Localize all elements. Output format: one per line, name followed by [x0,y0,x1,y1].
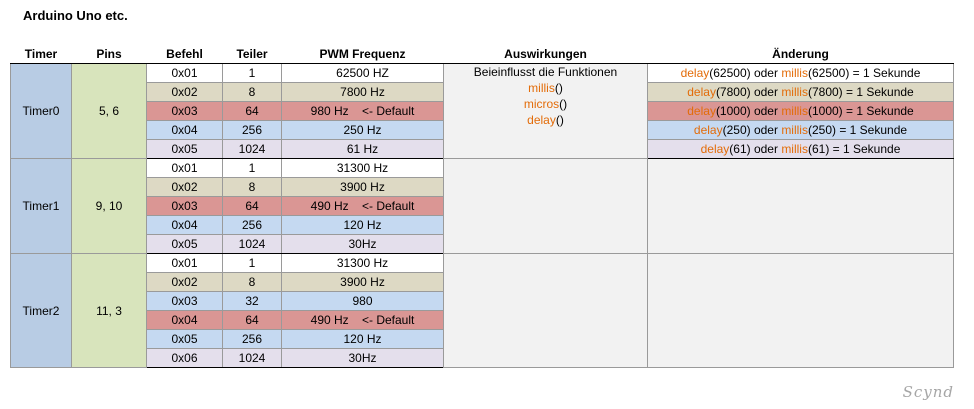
freq-cell: 3900 Hz [282,273,444,292]
function-name: delay [687,104,716,118]
freq-cell: 250 Hz [282,121,444,140]
teiler-cell: 256 [223,330,282,349]
change-text: (250) = 1 Sekunde [807,123,908,137]
table-row [11,254,954,273]
function-name: millis [781,123,808,137]
teiler-cell: 1 [223,64,282,83]
page-title: Arduino Uno etc. [23,8,128,23]
change-text: (1000) oder [715,104,782,118]
effects-cell [444,254,648,368]
befehl-cell: 0x02 [147,178,223,197]
befehl-cell: 0x01 [147,254,223,273]
teiler-cell: 1 [223,254,282,273]
teiler-cell: 256 [223,216,282,235]
freq-cell: 31300 Hz [282,254,444,273]
befehl-cell: 0x03 [147,197,223,216]
freq-cell: 120 Hz [282,216,444,235]
change-cell-empty [648,254,954,368]
teiler-cell: 8 [223,178,282,197]
timer-cell: Timer0 [11,64,72,159]
change-text: (61) = 1 Sekunde [807,142,901,156]
freq-cell: 980 [282,292,444,311]
change-text: (61) oder [729,142,782,156]
teiler-cell: 32 [223,292,282,311]
freq-cell: 30Hz [282,235,444,254]
author-signature: Scynd [902,383,954,401]
teiler-cell: 1024 [223,349,282,368]
function-name: millis [781,85,808,99]
teiler-cell: 8 [223,83,282,102]
header-aenderung: Änderung [648,45,954,64]
freq-cell: 3900 Hz [282,178,444,197]
function-name: delay [687,85,716,99]
header-row [11,45,954,64]
pins-cell: 9, 10 [72,159,147,254]
header-pins: Pins [72,45,147,64]
function-name: delay [527,113,556,127]
function-name: micros [523,97,560,111]
function-parens: () [555,113,564,127]
freq-cell: 30Hz [282,349,444,368]
befehl-cell: 0x02 [147,83,223,102]
befehl-cell: 0x02 [147,273,223,292]
function-parens: () [554,81,563,95]
teiler-cell: 8 [223,273,282,292]
function-name: millis [781,66,808,80]
freq-cell: 31300 Hz [282,159,444,178]
function-name: millis [528,81,555,95]
change-cell [648,83,954,102]
change-text: (1000) = 1 Sekunde [807,104,914,118]
function-name: delay [680,66,710,80]
befehl-cell: 0x03 [147,292,223,311]
effects-description: Beieinflusst die Funktionen [473,65,618,79]
header-auswirkungen: Auswirkungen [444,45,648,64]
function-name: millis [781,142,808,156]
befehl-cell: 0x04 [147,121,223,140]
freq-cell: 62500 HZ [282,64,444,83]
befehl-cell: 0x04 [147,216,223,235]
change-cell [648,64,954,83]
teiler-cell: 1024 [223,140,282,159]
freq-cell: 120 Hz [282,330,444,349]
change-cell [648,102,954,121]
timer-cell: Timer2 [11,254,72,368]
teiler-cell: 64 [223,311,282,330]
header-teiler: Teiler [223,45,282,64]
change-cell [648,121,954,140]
pins-cell: 5, 6 [72,64,147,159]
function-name: delay [700,142,730,156]
timer-table-container [10,45,954,368]
befehl-cell: 0x01 [147,64,223,83]
teiler-cell: 256 [223,121,282,140]
change-cell [648,140,954,159]
befehl-cell: 0x05 [147,330,223,349]
teiler-cell: 1 [223,159,282,178]
befehl-cell: 0x04 [147,311,223,330]
function-name: delay [693,123,723,137]
effects-cell [444,64,648,159]
affected-function [444,80,647,96]
freq-cell: 61 Hz [282,140,444,159]
effects-cell [444,159,648,254]
timer-cell: Timer1 [11,159,72,254]
freq-cell: 7800 Hz [282,83,444,102]
header-timer: Timer [11,45,72,64]
freq-cell: 490 Hz <- Default [282,311,444,330]
befehl-cell: 0x06 [147,349,223,368]
pins-cell: 11, 3 [72,254,147,368]
change-text: (62500) = 1 Sekunde [807,66,921,80]
teiler-cell: 64 [223,102,282,121]
change-text: (250) oder [722,123,782,137]
table-row [11,64,954,83]
function-name: millis [781,104,808,118]
befehl-cell: 0x05 [147,140,223,159]
change-cell-empty [648,159,954,254]
change-text: (7800) oder [715,85,782,99]
teiler-cell: 1024 [223,235,282,254]
befehl-cell: 0x03 [147,102,223,121]
change-text: (7800) = 1 Sekunde [807,85,914,99]
befehl-cell: 0x05 [147,235,223,254]
affected-function [444,112,647,128]
freq-cell: 490 Hz <- Default [282,197,444,216]
header-befehl: Befehl [147,45,223,64]
befehl-cell: 0x01 [147,159,223,178]
header-pwm-frequenz: PWM Frequenz [282,45,444,64]
freq-cell: 980 Hz <- Default [282,102,444,121]
timer-table [10,45,954,368]
teiler-cell: 64 [223,197,282,216]
function-parens: () [559,97,568,111]
table-row [11,159,954,178]
affected-function [444,96,647,112]
change-text: (62500) oder [709,66,782,80]
